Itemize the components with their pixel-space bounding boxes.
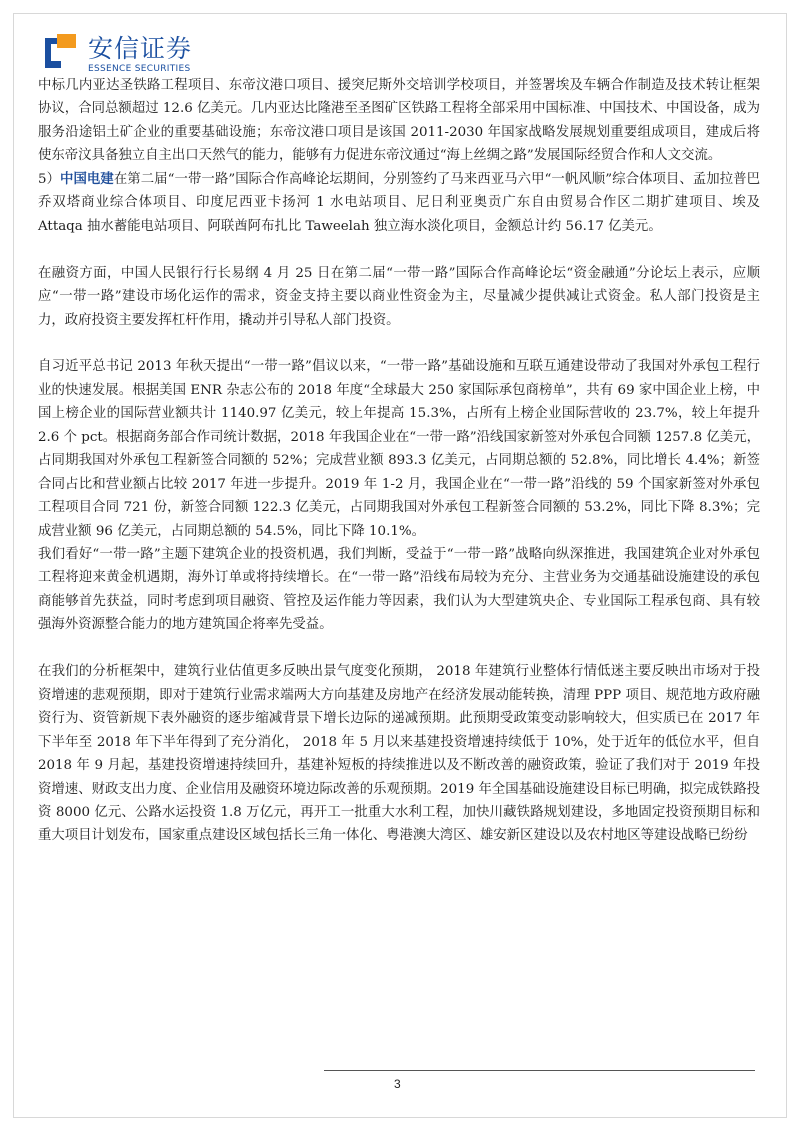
- paragraph-investment-view: 我们看好“一带一路”主题下建筑企业的投资机遇，我们判断，受益于“一带一路”战略向纵深推进，我国建筑企业对外承包工程将迎来黄金机遇期，海外订单或将持续增长。在“一带一路”沿线布局较为充分、主营业务为交通基础设施建设的承包商能够首先获益，同时考虑到项目融资、管控及运作能力等因素，我们认为大型建筑央企、专业国际工程承包商、具有较强海外资源整合能力的地方建筑国企将率先受益。: [38, 547, 760, 633]
- logo-text: [88, 34, 192, 75]
- page-number: 3: [394, 1077, 401, 1091]
- logo-chinese-name: 安信证券: [88, 34, 193, 63]
- footer-divider: [324, 1070, 755, 1071]
- report-body: [38, 74, 760, 848]
- logo-english-name: ESSENCE SECURITIES: [88, 64, 191, 74]
- paragraph-text: 在第二届“一带一路”国际合作高峰论坛期间，分别签约了马来西亚马六甲“一帆风顺”综合体项目、孟加拉普巴乔双塔商业综合体项目、印度尼西亚卡扬河 1 水电站项目、尼日利亚奥贡广东自由贸易合作区二期扩建项目、埃及 Attaqa 抽水蓄能电站项目、阿联酋阿布扎比 Taweelah 独立海水淡化项目，金额总计约 56.17 亿美元。: [38, 171, 760, 234]
- company-highlight: 中国电建: [60, 170, 114, 187]
- paragraph-guinea-projects: 中标几内亚达圣铁路工程项目、东帝汶港口项目、援突尼斯外交培训学校项目，并签署埃及车辆合作制造及技术转让框架协议，合同总额超过 12.6 亿美元。几内亚达比隆港至圣图矿区铁路工程将全部采用中国标准、中国技术、中国设备，成为服务沿途铝土矿企业的重要基础设施；东帝汶港口项目是该国 2011-2030 年国家战略发展规划重要组成项目，建成后将使东帝汶具备独立自主出口天然气的能力，能够有力促进东帝汶通过“海上丝绸之路”发展国际经贸合作和人文交流。: [38, 78, 760, 164]
- paragraph-powerchina: [38, 168, 760, 238]
- paragraph-financing: 在融资方面，中国人民银行行长易纲 4 月 25 日在第二届“一带一路”国际合作高峰论坛“资金融通”分论坛上表示，应顺应“一带一路”建设市场化运作的需求，资金支持主要以商业性资金为主，尽量减少提供减让式资金。私人部门投资是主力，政府投资主要发挥杠杆作用，撬动并引导私人部门投资。: [38, 265, 760, 328]
- paragraph-belt-road-overview: 自习近平总书记 2013 年秋天提出“一带一路”倡议以来，“一带一路”基础设施和互联互通建设带动了我国对外承包工程行业的快速发展。根据美国 ENR 杂志公布的 2018 年度“全球最大 250 家国际承包商榜单”，共有 69 家中国企业上榜，中国上榜企业的国际营业额共计 1140.97 亿美元，较上年提高 15.3%，占所有上榜企业国际营收的 23.7%，较上年提升 2.6 个 pct。根据商务部合作司统计数据，2018 年我国企业在“一带一路”沿线国家新签对外承包合同额 1257.8 亿美元，占同期我国对外承包工程新签合同额的 52%；完成营业额 893.3 亿美元，占同期总额的 52.8%，同比增长 4.4%；新签合同占比和营业额占比较 2017 年进一步提升。2019 年 1-2 月，我国企业在“一带一路”沿线的 59 个国家新签对外承包工程项目合同 721 份，新签合同额 122.3 亿美元，占同期我国对外承包工程新签合同额的 53.2%，同比下降 8.3%；完成营业额 96 亿美元，占同期总额的 54.5%，同比下降 10.1%。: [38, 359, 760, 539]
- company-logo: [44, 34, 192, 75]
- paragraph-valuation-framework: 在我们的分析框架中，建筑行业估值更多反映出景气度变化预期， 2018 年建筑行业整体行情低迷主要反映出市场对于投资增速的悲观预期，即对于建筑行业需求端两大方向基建及房地产在经济发展动能转换，清理 PPP 项目、规范地方政府融资行为、资管新规下表外融资的逐步缩减背景下增长边际的递减预期。此预期受政策变动影响较大，但实质已在 2017 年下半年至 2018 年下半年得到了充分消化， 2018 年 5 月以来基建投资增速持续低于 10%，处于近年的低位水平，但自 2018 年 9 月起，基建投资增速持续回升，基建补短板的持续推进以及不断改善的融资政策，验证了我们对于 2019 年投资增速、财政支出力度、企业信用及融资环境边际改善的乐观预期。2019 年全国基础设施建设目标已明确，拟完成铁路投资 8000 亿元、公路水运投资 1.8 万亿元，再开工一批重大水利工程，加快川藏铁路规划建设，多地固定投资预期目标和重大项目计划发布，国家重点建设区域包括长三角一体化、粤港澳大湾区、雄安新区建设以及农村地区等建设战略已纷纷: [38, 664, 760, 844]
- list-number: 5）: [38, 171, 61, 187]
- logo-mark-icon: [44, 34, 80, 72]
